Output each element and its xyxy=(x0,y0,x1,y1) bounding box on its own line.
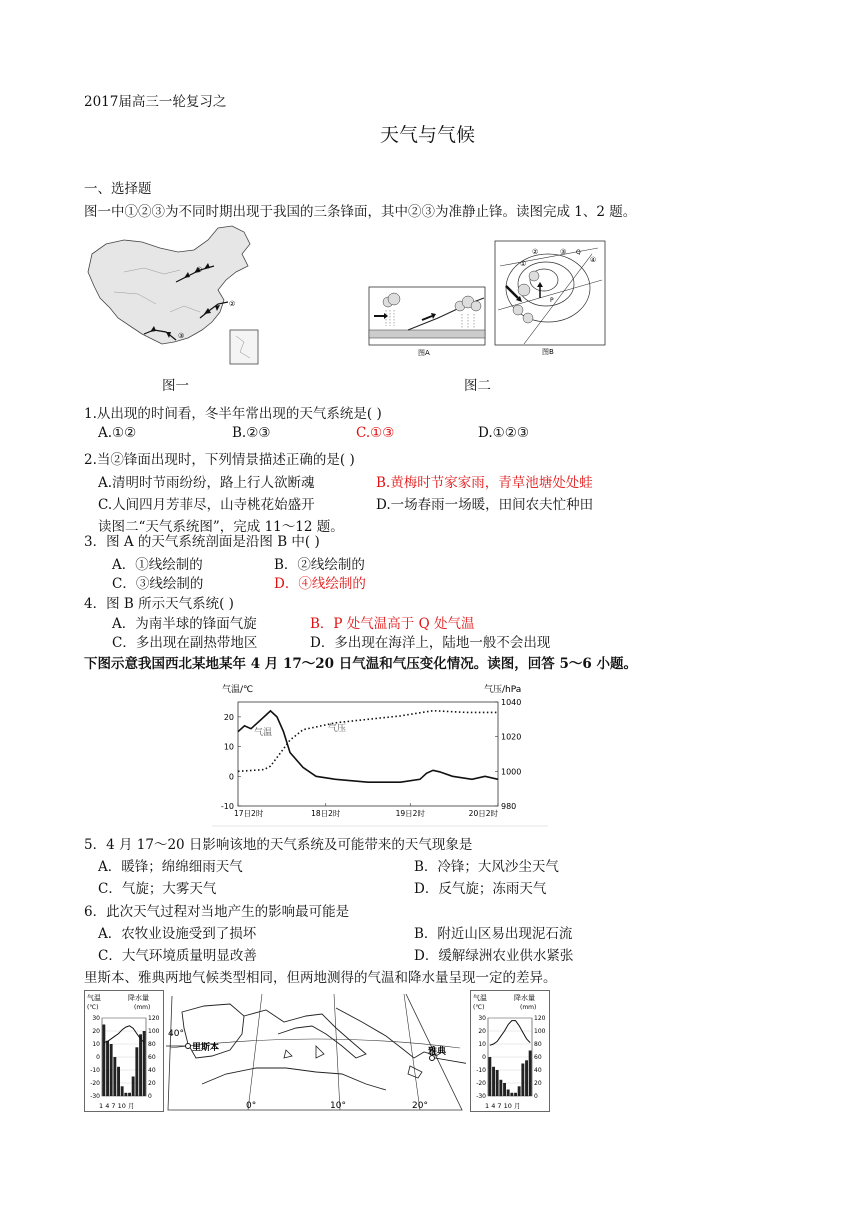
question-6-stem: 6．此次天气过程对当地产生的影响最可能是 xyxy=(84,904,350,920)
temperature-series-label: 气温 xyxy=(254,728,273,738)
pressure-series-label: 气压 xyxy=(328,724,347,734)
q4-option-c[interactable]: C．多出现在副热带地区 xyxy=(112,635,258,651)
temp-label: 气温 xyxy=(87,994,101,1002)
precip-bar xyxy=(106,1041,109,1096)
fig-b-marker: ④ xyxy=(590,256,597,264)
cyclone-diagram xyxy=(494,240,606,358)
q6-option-b[interactable]: B．附近山区易出现泥石流 xyxy=(414,926,573,942)
question-4-stem: 4．图 B 所示天气系统( ) xyxy=(84,596,234,612)
precip-tick-label: 120 xyxy=(148,1015,160,1022)
temperature-series-line xyxy=(238,711,498,782)
question-3-stem: 3．图 A 的天气系统剖面是沿图 B 中( ) xyxy=(84,534,320,550)
south-china-sea-inset xyxy=(230,330,258,364)
precip-bar xyxy=(124,1093,127,1096)
precip-unit: (mm) xyxy=(134,1004,151,1011)
q6-option-d[interactable]: D．缓解绿洲农业供水紧张 xyxy=(414,948,574,964)
q3-option-b[interactable]: B．②线绘制的 xyxy=(274,557,365,573)
precip-bar xyxy=(529,1051,532,1097)
q5-option-a[interactable]: A．暖锋；绵绵细雨天气 xyxy=(98,859,243,875)
q2-option-d[interactable]: D.一场春雨一场暖，田间农夫忙种田 xyxy=(376,497,594,513)
temp-label: 气温 xyxy=(473,994,487,1002)
x-axis-tick-label: 19日2时 xyxy=(395,809,425,818)
longitude-label-10: 10° xyxy=(330,1101,346,1111)
precip-tick-label: 20 xyxy=(534,1080,542,1087)
q6-option-c[interactable]: C．大气环境质量明显改善 xyxy=(98,948,257,964)
question-intro: 图一中①②③为不同时期出现于我国的三条锋面，其中②③为准静止锋。读图完成 1、2 题。 xyxy=(84,204,637,220)
pressure-series-line xyxy=(238,711,498,772)
question-5-stem: 5．4 月 17～20 日影响该地的天气系统及可能带来的天气现象是 xyxy=(84,837,473,853)
temp-tick-label: 20 xyxy=(478,1028,486,1035)
precip-unit: (mm) xyxy=(520,1004,537,1011)
climate-intro: 里斯本、雅典两地气候类型相同，但两地测得的气温和降水量呈现一定的差异。 xyxy=(84,970,557,986)
precip-tick-label: 60 xyxy=(534,1054,542,1061)
precip-tick-label: 40 xyxy=(148,1067,156,1074)
q1-option-c-answer[interactable]: C.①③ xyxy=(356,425,395,441)
q6-option-a[interactable]: A．农牧业设施受到了损坏 xyxy=(98,926,257,942)
precip-bar xyxy=(139,1034,142,1096)
lisbon-label: 里斯本 xyxy=(192,1043,220,1053)
temp-unit: (℃) xyxy=(87,1004,99,1011)
longitude-label-20: 20° xyxy=(412,1101,428,1111)
north-africa-coast xyxy=(202,1068,386,1090)
precip-bar xyxy=(113,1057,116,1096)
precip-label: 降水量 xyxy=(514,994,535,1002)
temp-tick-label: 0 xyxy=(96,1054,100,1061)
precip-bar xyxy=(510,1093,513,1096)
q4-option-b-answer[interactable]: B．P 处气温高于 Q 处气温 xyxy=(310,616,475,632)
x-axis-tick-label: 18日2时 xyxy=(311,809,341,818)
precip-bar xyxy=(525,1060,528,1096)
q3-option-c[interactable]: C．③线绘制的 xyxy=(112,576,204,592)
precip-bar xyxy=(488,1057,491,1096)
question-1-stem: 1.从出现的时间看，冬半年常出现的天气系统是( ) xyxy=(84,406,382,422)
precip-bar xyxy=(135,1047,138,1096)
temp-tick-label: -30 xyxy=(476,1093,486,1100)
right-axis-tick-label: 1040 xyxy=(501,698,522,707)
precip-bar xyxy=(110,1044,113,1096)
q2-option-b-answer[interactable]: B.黄梅时节家家雨，青草池塘处处蛙 xyxy=(376,475,593,491)
q3-option-a[interactable]: A．①线绘制的 xyxy=(112,557,203,573)
temp-tick-label: -30 xyxy=(90,1093,100,1100)
precip-tick-label: 120 xyxy=(534,1015,546,1022)
precip-tick-label: 100 xyxy=(534,1028,546,1035)
q5-option-c[interactable]: C．气旋；大雾天气 xyxy=(98,881,217,897)
page-title: 天气与气候 xyxy=(380,124,476,146)
precip-tick-label: 20 xyxy=(148,1080,156,1087)
precip-bar xyxy=(496,1070,499,1096)
precip-tick-label: 60 xyxy=(148,1054,156,1061)
temp-tick-label: 10 xyxy=(478,1041,486,1048)
precip-tick-label: 80 xyxy=(534,1041,542,1048)
precip-bar xyxy=(143,1031,146,1096)
fig-b-label: 图B xyxy=(542,348,554,356)
fig-b-marker: ② xyxy=(532,248,539,256)
precip-label: 降水量 xyxy=(128,994,149,1002)
left-axis-tick-label: 10 xyxy=(223,742,234,752)
china-front-map xyxy=(84,222,264,368)
athens-climate-chart xyxy=(470,990,550,1112)
lisbon-dot xyxy=(186,1044,191,1049)
balkan-coast xyxy=(336,1008,438,1058)
fig-b-marker: ① xyxy=(520,260,527,268)
q1-option-a[interactable]: A.①② xyxy=(98,425,137,441)
precip-tick-label: 0 xyxy=(534,1093,538,1100)
figure-2-intro: 读图二“天气系统图”，完成 11～12 题。 xyxy=(98,519,344,535)
precip-bar xyxy=(514,1093,517,1096)
left-axis-tick-label: 0 xyxy=(228,772,234,782)
temp-tick-label: 20 xyxy=(92,1028,100,1035)
q4-option-a[interactable]: A．为南半球的锋面气旋 xyxy=(112,616,257,632)
month-ticks: 1 4 7 10 月 xyxy=(485,1102,521,1110)
precip-bar xyxy=(117,1067,120,1096)
precip-bar xyxy=(492,1067,495,1096)
q5-option-b[interactable]: B．冷锋；大风沙尘天气 xyxy=(414,859,559,875)
right-axis-tick-label: 1000 xyxy=(501,767,522,777)
month-ticks: 1 4 7 10 月 xyxy=(99,1102,135,1110)
precip-bar xyxy=(507,1090,510,1097)
temp-tick-label: 0 xyxy=(482,1054,486,1061)
temp-tick-label: -10 xyxy=(90,1067,100,1074)
fig-b-marker: Q xyxy=(576,249,581,256)
athens-label: 雅典 xyxy=(428,1047,447,1057)
temp-tick-label: -10 xyxy=(476,1067,486,1074)
precip-bar xyxy=(518,1086,521,1096)
series-label: 2017届高三一轮复习之 xyxy=(84,94,227,110)
fig-b-marker: P xyxy=(550,297,554,304)
precip-tick-label: 0 xyxy=(148,1093,152,1100)
front-section-diagram xyxy=(368,286,486,358)
precip-bar xyxy=(521,1064,524,1097)
x-axis-tick-label: 17日2时 xyxy=(234,809,264,818)
precip-bar xyxy=(121,1086,124,1096)
map-marker: ② xyxy=(229,300,236,308)
temp-tick-label: -20 xyxy=(90,1080,100,1087)
france-italy-coast xyxy=(244,1010,366,1058)
precip-tick-label: 100 xyxy=(148,1028,160,1035)
chart-intro: 下图示意我国西北某地某年 4 月 17～20 日气温和气压变化情况。读图，回答 5～6 小题。 xyxy=(84,656,637,672)
precip-bar xyxy=(102,1025,105,1097)
q2-option-a[interactable]: A.清明时节雨纷纷，路上行人欲断魂 xyxy=(98,475,315,491)
temp-tick-label: -20 xyxy=(476,1080,486,1087)
fig-a-label: 图A xyxy=(418,349,430,357)
temp-tick-label: 30 xyxy=(92,1015,100,1022)
temperature-pressure-chart xyxy=(212,680,548,830)
q5-option-d[interactable]: D．反气旋；冻雨天气 xyxy=(414,881,547,897)
q3-option-d-answer[interactable]: D．④线绘制的 xyxy=(274,576,366,592)
map-marker: ③ xyxy=(178,332,185,340)
mediterranean-map xyxy=(166,994,466,1112)
temp-unit: (℃) xyxy=(473,1004,485,1011)
figure-1-caption: 图一 xyxy=(162,378,189,394)
fig-b-marker: ③ xyxy=(560,248,567,256)
precip-bar xyxy=(499,1080,502,1096)
left-axis-tick-label: -10 xyxy=(220,802,234,811)
q2-option-c[interactable]: C.人间四月芳菲尽，山寺桃花始盛开 xyxy=(98,497,315,513)
longitude-label-0: 0° xyxy=(246,1101,257,1111)
temp-tick-label: 10 xyxy=(92,1041,100,1048)
map-outline xyxy=(88,226,250,344)
right-axis-tick-label: 980 xyxy=(501,802,517,811)
left-axis-title: 气温/℃ xyxy=(222,685,254,695)
lisbon-climate-chart xyxy=(84,990,164,1112)
precip-bar xyxy=(128,1093,131,1096)
right-axis-title: 气压/hPa xyxy=(484,685,522,695)
section-heading: 一、选择题 xyxy=(84,181,152,197)
right-axis-tick-label: 1020 xyxy=(501,732,522,742)
question-2-stem: 2.当②锋面出现时，下列情景描述正确的是( ) xyxy=(84,452,355,468)
q1-option-b[interactable]: B.②③ xyxy=(232,425,271,441)
q1-option-d[interactable]: D.①②③ xyxy=(478,425,529,441)
temp-tick-label: 30 xyxy=(478,1015,486,1022)
q4-option-d[interactable]: D．多出现在海洋上，陆地一般不会出现 xyxy=(310,635,551,651)
precip-bar xyxy=(132,1077,135,1097)
figure-2-caption: 图二 xyxy=(464,378,491,394)
map-marker: ① xyxy=(196,266,203,274)
left-axis-tick-label: 20 xyxy=(223,712,234,722)
x-axis-tick-label: 20日2时 xyxy=(468,809,498,818)
precip-bar xyxy=(503,1083,506,1096)
latitude-label: 40° xyxy=(168,1029,184,1039)
precip-tick-label: 80 xyxy=(148,1041,156,1048)
precip-tick-label: 40 xyxy=(534,1067,542,1074)
